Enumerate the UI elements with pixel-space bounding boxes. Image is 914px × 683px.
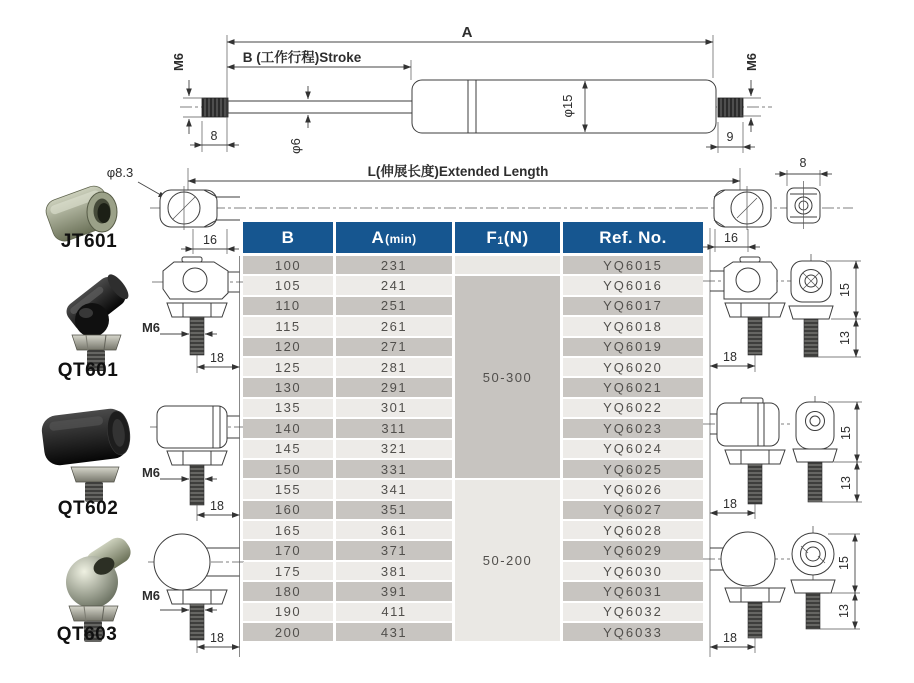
qt602-length-label: 18 [210, 499, 224, 513]
eyelet-width-right-label: 16 [724, 231, 738, 245]
cell-b: 130 [243, 378, 333, 396]
cell-a: 311 [336, 419, 452, 437]
cell-ref: YQ6026 [563, 480, 703, 498]
cell-f-group: 50-200 [455, 480, 560, 641]
cell-b: 165 [243, 521, 333, 539]
col-header-a-sub: (min) [385, 231, 417, 246]
cell-a: 241 [336, 276, 452, 294]
dimension-thread-length-left [190, 121, 239, 152]
cell-b: 170 [243, 541, 333, 559]
right3-height-label: 15 [837, 556, 851, 570]
cell-a: 391 [336, 582, 452, 600]
cell-ref: YQ6031 [563, 582, 703, 600]
cell-ref: YQ6032 [563, 603, 703, 621]
col-header-b-label: B [281, 227, 295, 247]
m6-right-label: M6 [744, 52, 759, 72]
photo-qt601 [63, 270, 133, 371]
cell-f-group [455, 256, 560, 274]
cell-b: 110 [243, 297, 333, 315]
dimension-eyelet-width-left [181, 229, 239, 254]
photo-label-qt601: QT601 [57, 360, 119, 381]
cell-b: 115 [243, 317, 333, 335]
qt602-thread-label: M6 [141, 465, 161, 480]
cell-ref: YQ6027 [563, 501, 703, 519]
thread-right [718, 98, 743, 117]
cell-a: 351 [336, 501, 452, 519]
fitting-drawing-qt602-side [142, 406, 246, 521]
cell-b: 160 [243, 501, 333, 519]
fitting-drawing-qt601-side [142, 257, 246, 373]
cell-ref: YQ6025 [563, 460, 703, 478]
dimension-rod-diameter [288, 86, 308, 154]
cell-b: 175 [243, 562, 333, 580]
cell-ref: YQ6019 [563, 338, 703, 356]
cell-ref: YQ6017 [563, 297, 703, 315]
dim-b-label: B (工作行程)Stroke [242, 50, 362, 65]
eyelet-end-view [787, 181, 820, 229]
col-header-ref-label: Ref. No. [599, 227, 667, 247]
cell-ref: YQ6018 [563, 317, 703, 335]
cell-a: 251 [336, 297, 452, 315]
cell-b: 135 [243, 399, 333, 417]
cell-ref: YQ6016 [563, 276, 703, 294]
cell-ref: YQ6024 [563, 440, 703, 458]
right3-stud-label: 13 [837, 604, 851, 618]
right1-stud-label: 13 [838, 331, 852, 345]
table-header-row [243, 222, 703, 253]
cell-b: 125 [243, 358, 333, 376]
cell-ref: YQ6028 [563, 521, 703, 539]
thread-length-left-label: 8 [210, 129, 218, 143]
cell-f-group: 50-300 [455, 276, 560, 478]
cell-a: 281 [336, 358, 452, 376]
col-header-f [455, 222, 560, 253]
cell-a: 321 [336, 440, 452, 458]
cell-a: 261 [336, 317, 452, 335]
col-header-a-label: A [371, 227, 385, 247]
extended-length-label: L(伸展长度)Extended Length [367, 164, 549, 179]
fitting-drawing-qt603-side [142, 534, 246, 653]
eyelet-right [714, 186, 771, 230]
eyelet-thickness-label: 8 [799, 156, 807, 170]
gas-spring-side-view [171, 24, 772, 154]
cell-ref: YQ6029 [563, 541, 703, 559]
cell-a: 231 [336, 256, 452, 274]
qt601-length-label: 18 [210, 351, 224, 365]
cell-b: 105 [243, 276, 333, 294]
photo-qt602 [40, 407, 132, 502]
cell-a: 371 [336, 541, 452, 559]
photo-label-qt603: QT603 [56, 624, 118, 645]
col-header-f-unit: (N) [503, 227, 529, 247]
qt601-thread-label: M6 [141, 320, 161, 335]
thread-left [202, 98, 228, 117]
dimension-eyelet-width-right [703, 229, 760, 252]
cell-ref: YQ6020 [563, 358, 703, 376]
spec-table [243, 222, 703, 641]
eyelet-hole-diameter-label: φ8.3 [106, 165, 134, 180]
piston-rod [228, 101, 412, 113]
right2-stud-label: 13 [839, 476, 853, 490]
photo-label-jt601: JT601 [60, 231, 118, 252]
right1-height-label: 15 [838, 283, 852, 297]
qt603-thread-label: M6 [141, 588, 161, 603]
cell-a: 381 [336, 562, 452, 580]
cell-a: 271 [336, 338, 452, 356]
qt603-length-label: 18 [210, 631, 224, 645]
dimension-m6-right [740, 53, 761, 132]
cell-b: 140 [243, 419, 333, 437]
cell-a: 431 [336, 623, 452, 641]
cell-b: 120 [243, 338, 333, 356]
cell-a: 411 [336, 603, 452, 621]
tube-diameter-label: φ15 [560, 94, 575, 118]
dim-a-label: A [461, 24, 473, 41]
right2-length-label: 18 [723, 497, 737, 511]
cell-b: 100 [243, 256, 333, 274]
fitting-drawing-right-row1 [703, 254, 861, 372]
cell-a: 301 [336, 399, 452, 417]
cell-a: 361 [336, 521, 452, 539]
cell-b: 150 [243, 460, 333, 478]
rod-diameter-label: φ6 [288, 138, 303, 154]
cell-b: 200 [243, 623, 333, 641]
cell-ref: YQ6033 [563, 623, 703, 641]
cell-ref: YQ6021 [563, 378, 703, 396]
fitting-drawing-right-row3 [703, 526, 860, 653]
col-header-b [243, 222, 333, 253]
right3-length-label: 18 [723, 631, 737, 645]
dimension-b-stroke [227, 49, 411, 80]
cell-ref: YQ6023 [563, 419, 703, 437]
col-header-ref [563, 222, 703, 253]
cell-b: 180 [243, 582, 333, 600]
thread-length-right-label: 9 [726, 130, 734, 144]
cell-ref: YQ6022 [563, 399, 703, 417]
col-header-f-sub: 1 [497, 234, 504, 247]
col-header-a [336, 222, 452, 253]
cell-ref: YQ6030 [563, 562, 703, 580]
right1-length-label: 18 [723, 350, 737, 364]
photo-label-qt602: QT602 [57, 498, 119, 519]
eyelet-width-left-label: 16 [203, 233, 217, 247]
m6-left-label: M6 [171, 52, 186, 72]
cell-a: 341 [336, 480, 452, 498]
right2-height-label: 15 [839, 426, 853, 440]
cell-a: 291 [336, 378, 452, 396]
cell-b: 145 [243, 440, 333, 458]
col-header-f-label: F [486, 227, 498, 247]
cell-b: 155 [243, 480, 333, 498]
fitting-drawing-right-row2 [703, 396, 862, 519]
table-body [243, 256, 703, 641]
dimension-m6-left [171, 53, 204, 134]
cell-b: 190 [243, 603, 333, 621]
cell-a: 331 [336, 460, 452, 478]
cell-ref: YQ6015 [563, 256, 703, 274]
